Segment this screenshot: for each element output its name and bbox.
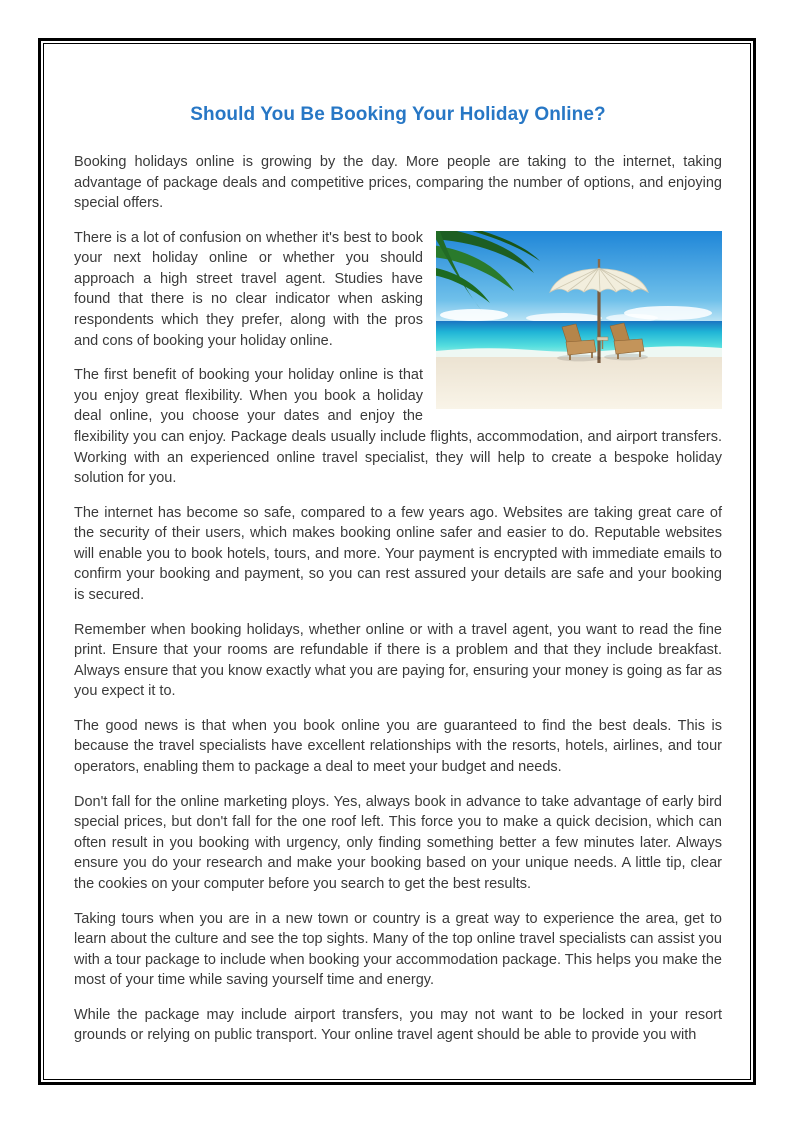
paragraph-3: The first benefit of booking your holiday online is that you enjoy great flexibility. When you book a holiday deal online, you choose your dates and enjoy the flexibility you can enjoy. Package deals usually include flights, accommodation, and airport transfers. Working with an experienced online travel specialist, they will help to create a bespoke holiday solution for you. bbox=[74, 367, 722, 487]
article-body bbox=[74, 152, 722, 1046]
paragraph-4: The internet has become so safe, compared to a few years ago. Websites are taking great care of the security of their users, which makes booking online safer and easier to do. Reputable websites will enable you to book hotels, tours, and more. Your payment is encrypted with immediate emails to confirm your booking and payment, so you can rest assured your details are safe and your booking is secured. bbox=[74, 504, 722, 603]
beach-photo-illustration bbox=[436, 231, 722, 409]
page-border-inner bbox=[43, 43, 751, 1080]
page-border-outer bbox=[38, 38, 756, 1085]
paragraph-1: Booking holidays online is growing by the day. More people are taking to the internet, taking advantage of package deals and competitive prices, comparing the number of options, and enjoying special offers. bbox=[74, 154, 722, 212]
page-title: Should You Be Booking Your Holiday Online? bbox=[190, 104, 606, 125]
paragraph-2: There is a lot of confusion on whether it's best to book your next holiday online or whether you should approach a high street travel agent. Studies have found that there is no clear indicator when asking respondents which they prefer, along with the pros and cons of booking your holiday online. bbox=[74, 229, 423, 349]
paragraph-7: Don't fall for the online marketing ploys. Yes, always book in advance to take advantage of early bird special prices, but don't fall for the one roof left. This force you to make a quick decision, which can often result in you booking with urgency, only finding something better a few minutes later. Always ensure you do your research and make your booking based on your unique needs. A little tip, clear the cookies on your computer before you search to get the best results. bbox=[74, 793, 722, 892]
beach-photo bbox=[436, 231, 722, 409]
sand bbox=[436, 357, 722, 409]
paragraph-5: Remember when booking holidays, whether online or with a travel agent, you want to read the fine print. Ensure that your rooms are refundable if there is a problem and that they include breakfast. Always ensure that you know exactly what you are paying for, ensuring your money is going as far as you expect it to. bbox=[74, 621, 723, 700]
paragraph-9: While the package may include airport transfers, you may not want to be locked in your resort grounds or relying on public transport. Your online travel agent should be able to provide you with bbox=[74, 1006, 722, 1044]
paragraph-6: The good news is that when you book online you are guaranteed to find the best deals. This is because the travel specialists have excellent relationships with the resorts, hotels, airlines, and tour operators, enabling them to package a deal to meet your budget and needs. bbox=[74, 717, 722, 776]
paragraph-8: Taking tours when you are in a new town or country is a great way to experience the area, get to learn about the culture and see the top sights. Many of the top online travel specialists can assist you with a tour package to include when booking your accommodation package. This helps you make the most of your time while saving yourself time and energy. bbox=[74, 910, 722, 989]
